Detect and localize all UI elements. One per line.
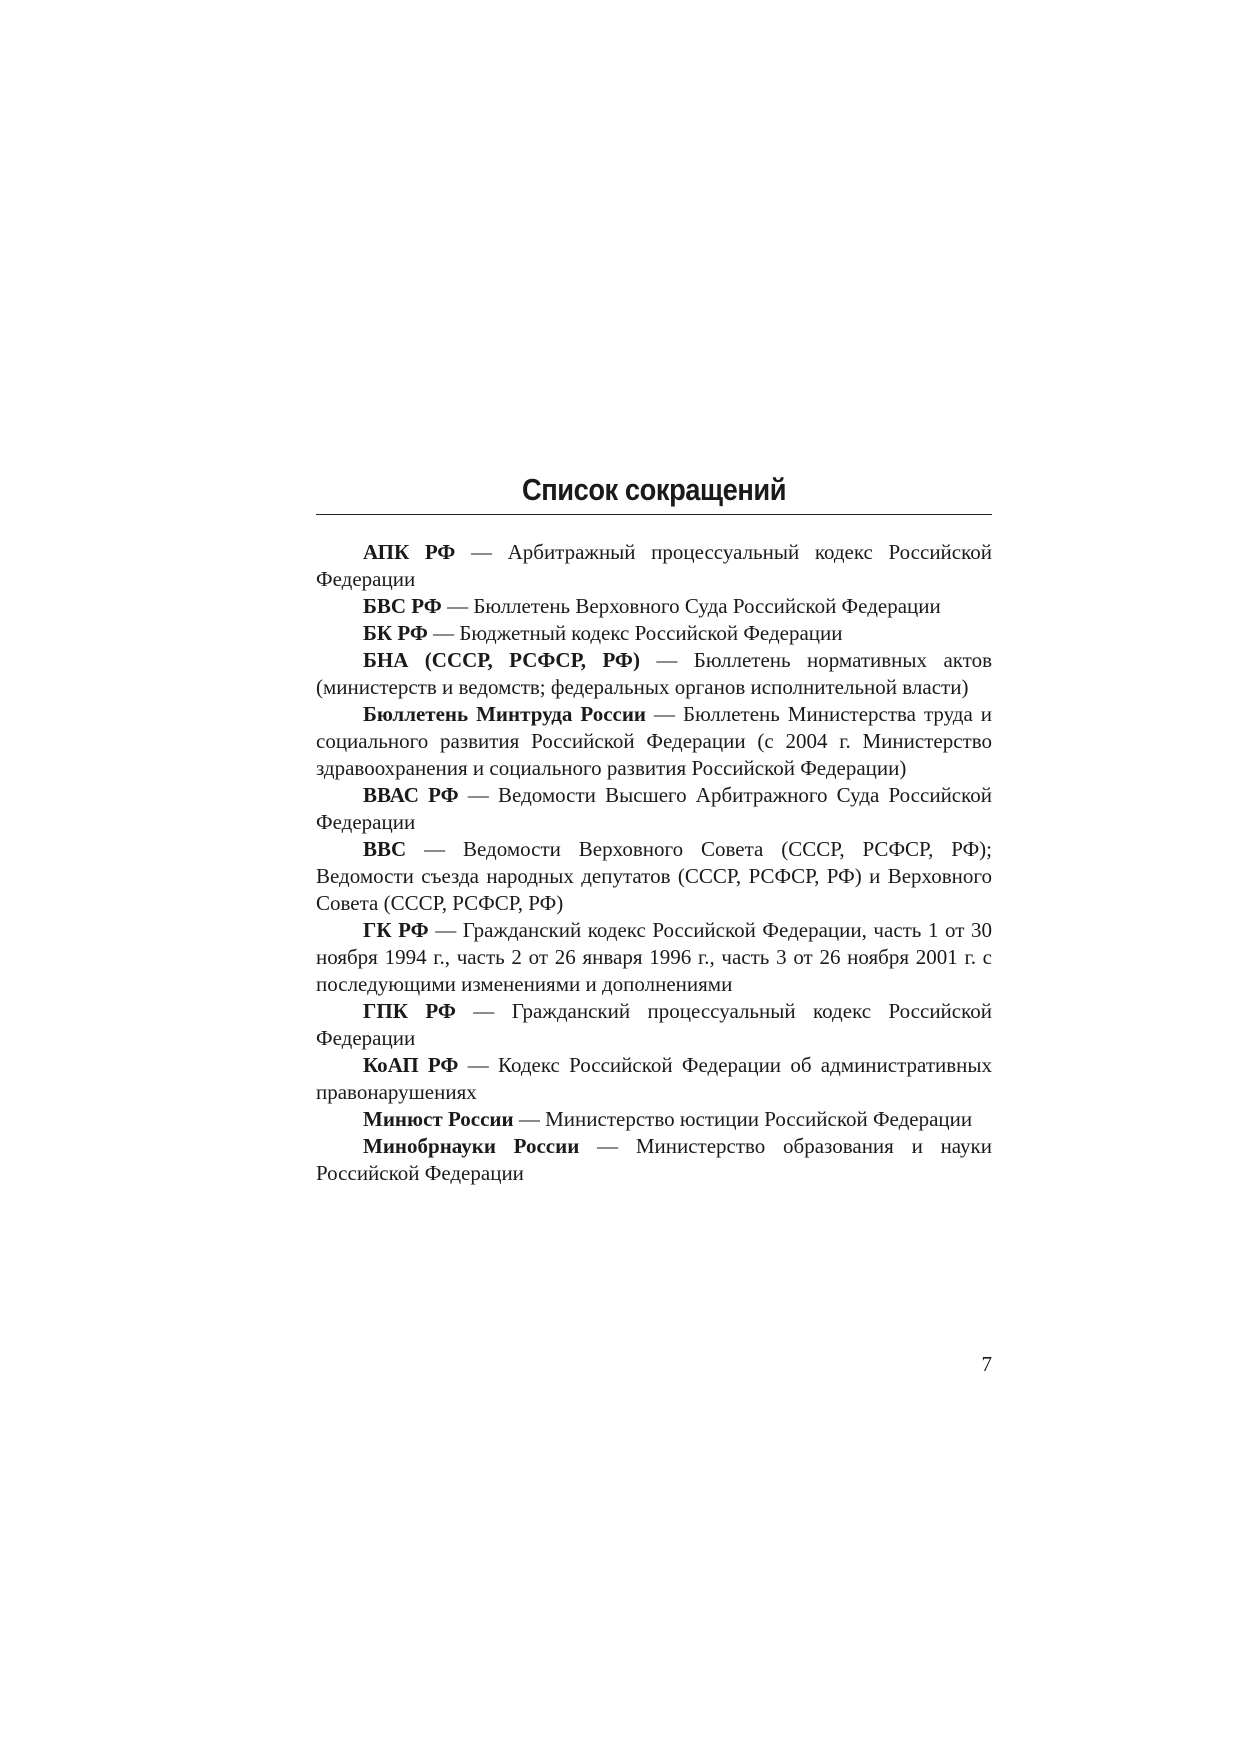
abbreviation-entry [316, 1052, 992, 1106]
abbreviation-definition: — Министерство образования и науки Российской Федерации [316, 1134, 992, 1185]
abbreviation-entry [316, 539, 992, 593]
abbreviation-term: БНА (СССР, РСФСР, РФ) [363, 648, 640, 672]
abbreviation-term: Минобрнауки России [363, 1134, 580, 1158]
document-page [316, 470, 992, 1187]
abbreviation-definition: — Кодекс Российской Федерации об административных правонарушениях [316, 1053, 992, 1104]
abbreviation-entry [316, 998, 992, 1052]
abbreviation-definition: — Ведомости Верховного Совета (СССР, РСФСР, РФ); Ведомости съезда народных депутатов (СССР, РСФСР, РФ) и Верховного Совета (СССР, РСФСР, РФ) [316, 837, 992, 915]
abbreviation-term: Бюллетень Минтруда России [363, 702, 647, 726]
abbreviation-term: БК РФ [363, 621, 428, 645]
section-title: Список сокращений [521, 472, 787, 507]
abbreviation-definition: — Бюллетень Верховного Суда Российской Федерации [441, 594, 941, 618]
abbreviation-term: БВС РФ [363, 594, 442, 618]
abbreviation-list [316, 539, 992, 1187]
abbreviation-term: ВВАС РФ [363, 783, 459, 807]
title-divider [316, 514, 992, 515]
abbreviation-term: АПК РФ [363, 540, 456, 564]
abbreviation-entry [316, 593, 992, 620]
abbreviation-definition: — Арбитражный процессуальный кодекс Российской Федерации [316, 540, 992, 591]
abbreviation-definition: — Бюллетень нормативных актов (министерств и ведомств; федеральных органов исполнительной власти) [316, 648, 993, 699]
abbreviation-entry [316, 782, 992, 836]
abbreviation-entry [316, 647, 992, 701]
abbreviation-term: ГПК РФ [363, 999, 456, 1023]
abbreviation-definition: — Бюллетень Министерства труда и социального развития Российской Федерации (с 2004 г. Министерство здравоохранения и социального развития Российской Федерации) [316, 702, 993, 780]
abbreviation-definition: — Министерство юстиции Российской Федерации [513, 1107, 973, 1131]
abbreviation-definition: — Ведомости Высшего Арбитражного Суда Российской Федерации [316, 783, 992, 834]
abbreviation-term: ВВС [363, 837, 407, 861]
abbreviation-term: Минюст России [363, 1107, 514, 1131]
page-number: 7 [981, 1352, 992, 1376]
abbreviation-entry [316, 836, 992, 917]
abbreviation-entry [316, 1133, 992, 1187]
abbreviation-term: ГК РФ [363, 918, 429, 942]
abbreviation-term: КоАП РФ [363, 1053, 459, 1077]
abbreviation-definition: — Гражданский кодекс Российской Федерации, часть 1 от 30 ноября 1994 г., часть 2 от 26 января 1996 г., часть 3 от 26 ноября 2001 г. с последующими изменениями и дополнениями [316, 918, 992, 996]
abbreviation-entry [316, 620, 992, 647]
abbreviation-entry [316, 1106, 992, 1133]
abbreviation-entry [316, 917, 992, 998]
abbreviation-entry [316, 701, 992, 782]
abbreviation-definition: — Гражданский процессуальный кодекс Российской Федерации [316, 999, 992, 1050]
abbreviation-definition: — Бюджетный кодекс Российской Федерации [427, 621, 843, 645]
